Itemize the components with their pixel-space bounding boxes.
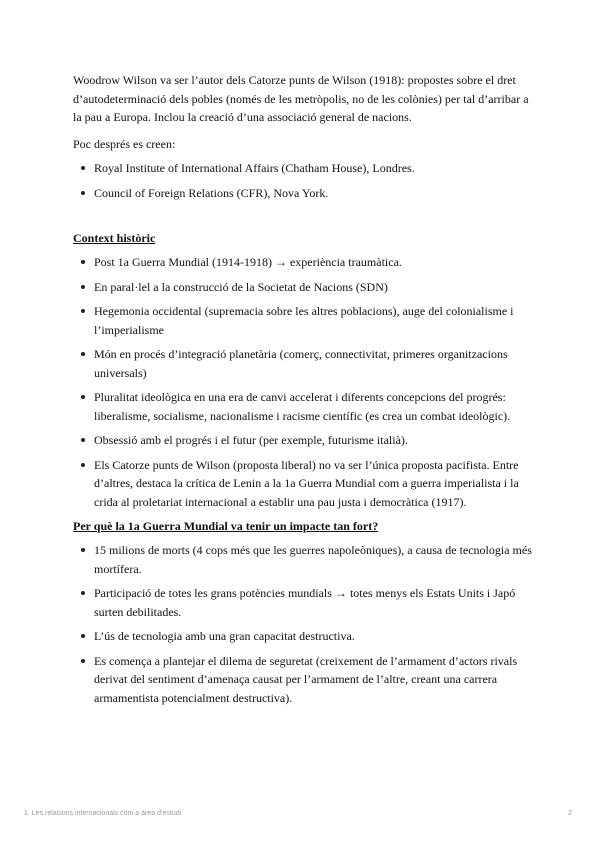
list-item: Royal Institute of International Affairs (Chatham House), Londres. xyxy=(73,159,533,178)
institutes-list xyxy=(73,159,533,202)
list-item: Món en procés d’integració planetària (comerç, connectivitat, primeres organitzacions universals) xyxy=(73,345,533,382)
page-footer xyxy=(24,810,572,822)
section-heading-context: Context històric xyxy=(73,231,156,245)
page-number: 2 xyxy=(568,810,572,817)
list-item: 15 milions de morts (4 cops més que les guerres napoleòniques), a causa de tecnologia més mortífera. xyxy=(73,541,533,578)
intro-paragraph: Woodrow Wilson va ser l’autor dels Catorze punts de Wilson (1918): propostes sobre el dret d’autodeterminació dels pobles (només de les metròpolis, no de les colònies) per tal d’arribar a la pau a Europa. Inclou la creació d’una associació general de nacions. xyxy=(73,73,529,124)
page-content xyxy=(73,71,533,713)
list-item: Pluralitat ideològica en una era de canvi accelerat i diferents concepcions del progrés: liberalisme, socialisme, nacionalisme i racisme científic (es crea un combat ideològic). xyxy=(73,388,533,425)
list-item: Els Catorze punts de Wilson (proposta liberal) no va ser l’única proposta pacifista. Entre d’altres, destaca la crítica de Lenin a la 1a Guerra Mundial com a guerra imperialista i la crida al proletariat internacional a establir una pau justa i democràtica (1917). xyxy=(73,456,533,512)
list-item: Council of Foreign Relations (CFR), Nova York. xyxy=(73,184,533,203)
context-list xyxy=(73,253,533,511)
list-item: Participació de totes les grans potències mundials → totes menys els Estats Units i Japó surten debilitades. xyxy=(73,584,533,621)
list-item: Hegemonia occidental (supremacia sobre les altres poblacions), auge del colonialisme i l’imperialisme xyxy=(73,302,533,339)
list-item: Obsessió amb el progrés i el futur (per exemple, futurisme italià). xyxy=(73,431,533,450)
list-item: Post 1a Guerra Mundial (1914-1918) → experiència traumàtica. xyxy=(73,253,533,272)
impact-list xyxy=(73,541,533,707)
footer-title: 1. Les relacions internacionals com a àrea d’estudi xyxy=(24,810,182,817)
section-heading-impact: Per què la 1a Guerra Mundial va tenir un impacte tan fort? xyxy=(73,519,379,533)
intro-lead: Poc després es creen: xyxy=(73,136,176,151)
list-item: Es comença a plantejar el dilema de seguretat (creixement de l’armament d’actors rivals derivat del sentiment d’amenaça causat per l’armament de l’altre, creant una carrera armamentista potencialment destructiva). xyxy=(73,652,533,708)
list-item: L’ús de tecnologia amb una gran capacitat destructiva. xyxy=(73,627,533,646)
list-item: En paral·lel a la construcció de la Societat de Nacions (SDN) xyxy=(73,278,533,297)
